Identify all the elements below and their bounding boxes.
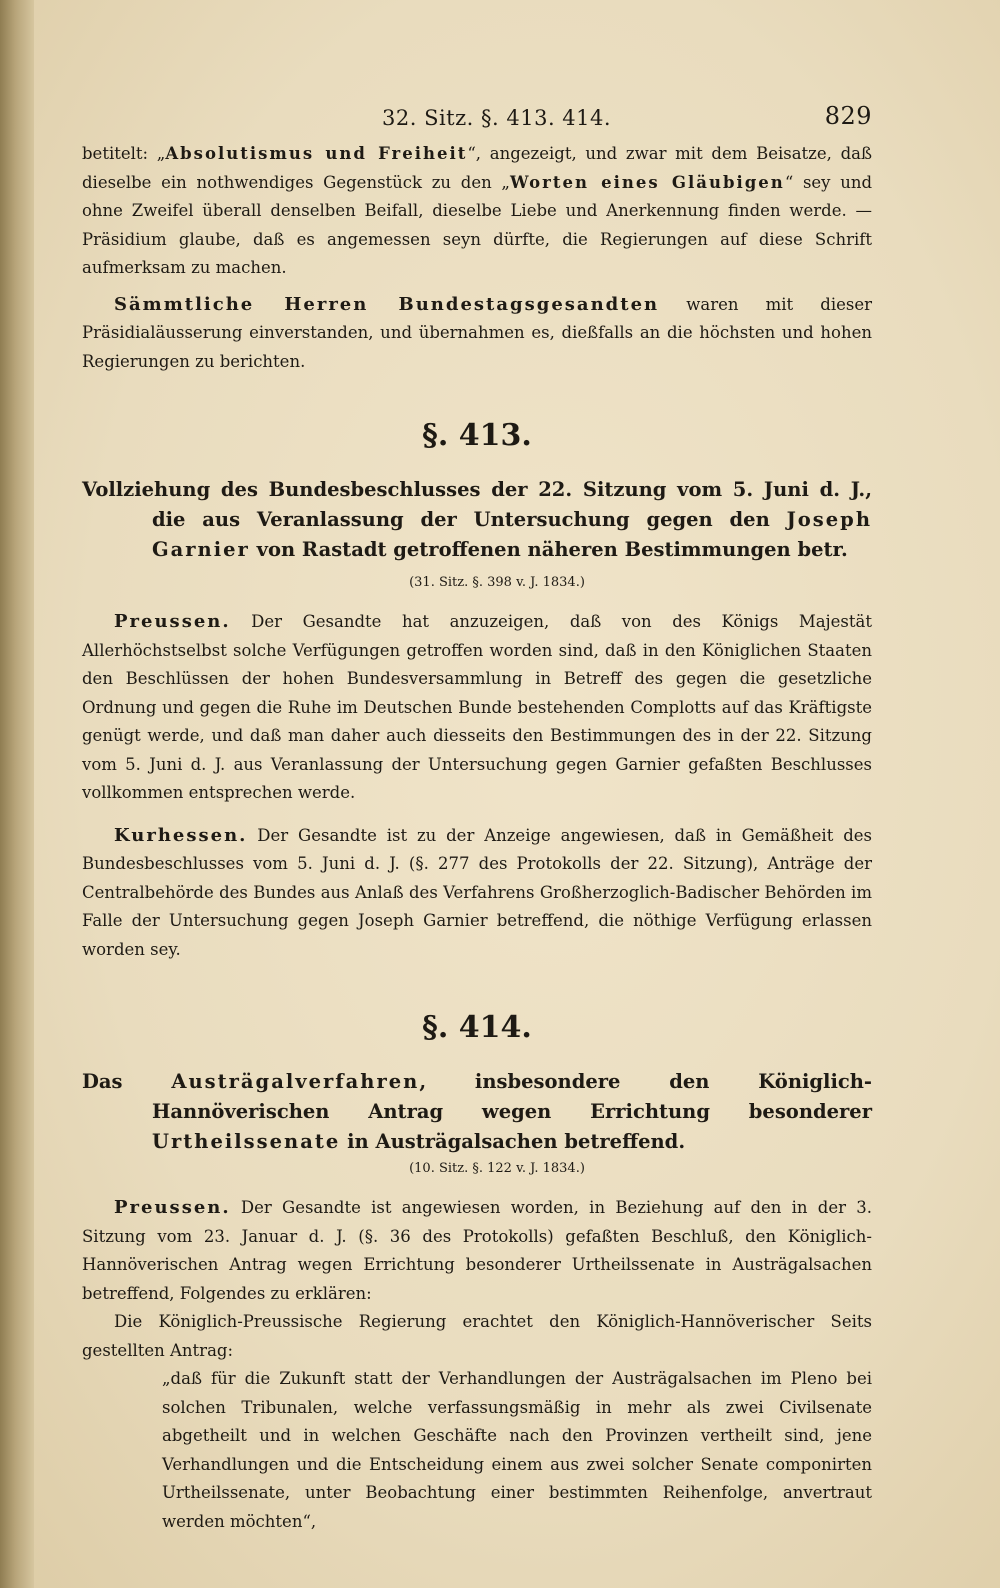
section-413-title [82,475,872,565]
section-413-reference: (31. Sitz. §. 398 v. J. 1834.) [409,575,585,590]
book-title-1: Absolutismus und Freiheit [165,144,468,163]
running-title: 32. Sitz. §. 413. 414. [382,106,612,130]
s413-preussen-text: Der Gesandte hat anzuzeigen, daß von des Königs Majestät Allerhöchstselbst solche Verfügungen getroffen worden sind, daß in den Königlichen Staaten den Beschlüssen der hohen Bundesversammlung in Betreff des gegen die gesetzliche Ordnung und gegen die Ruhe im Deutschen Bunde bestehenden Complotts auf das Kräftigste genügt werde, und daß man daher auch diesseits den Bestimmungen des in der 22. Sitzung vom 5. Juni d. J. aus Veranlassung der Untersuchung gegen Garnier gefaßten Beschlusses vollkommen entsprechen werde. [82,612,872,802]
s414-title-spaced-1: Austrägalverfahren [171,1070,420,1093]
intro-text-2c: “ sey und [784,172,873,192]
intro-text-1c: “, angezeigt, und zwar mit dem Beisatze, daß [467,144,872,163]
intro-paragraph-2 [82,291,872,377]
s413-kurhessen-lead: Kurhessen. [114,824,248,846]
s414-title-spaced-2: Urtheilssenate [152,1130,341,1153]
section-414-reference: (10. Sitz. §. 122 v. J. 1834.) [409,1161,585,1176]
s413-title-name: Joseph Garnier [152,508,872,561]
intro-text-1a: betitelt: „ [82,144,166,163]
s414-preussen-text: Der Gesandte ist angewiesen worden, in Beziehung auf den in der 3. Sitzung vom 23. Januar d. J. (§. 36 des Protokolls) gefaßten Beschluß, den Königlich-Hannöverischen Antrag wegen Errichtung besonderer Urtheilssenate in Austrägalsachen betreffend, Folgendes zu erklären: [82,1198,872,1303]
page-content [82,100,872,1536]
s413-title-1: Vollziehung des Bundesbeschlusses der 22. Sitzung vom 5. Juni d. J., die aus Veranlassung der Untersuchung gegen den [82,478,872,531]
section-413-heading: §. 413. [422,418,532,453]
s414-preussen-paragraph [82,1194,872,1308]
book-spine-shadow [0,0,34,1588]
page-header [82,100,872,140]
s414-regierung-paragraph: Die Königlich-Preussische Regierung erachtet den Königlich-Hannöverischer Seits gestellten Antrag: [82,1312,872,1360]
s414-title-3: in Austrägalsachen betreffend. [340,1130,686,1153]
s413-kurhessen-text: Der Gesandte ist zu der Anzeige angewiesen, daß in Gemäßheit des Bundesbeschlusses vom 5. Juni d. J. (§. 277 des Protokolls der 22. Sitzung), Anträge der Centralbehörde des Bundes aus Anlaß des Verfahrens Großherzoglich-Badischer Behörden im Falle der Untersuchung gegen Joseph Garnier betreffend, die nöthige Verfügung erlassen worden sey. [82,825,872,959]
section-414-heading: §. 414. [422,1010,532,1045]
s414-preussen-lead: Preussen. [114,1197,231,1218]
s414-quoted-antrag: „daß für die Zukunft statt der Verhandlungen der Austrägalsachen im Pleno bei solchen Tribunalen, welche verfassungsmäßig in mehr als zwei Civilsenate abgetheilt und in welchen Geschäfte nach den Provinzen vertheilt sind, jene Verhandlungen und die Entscheidung einem aus zwei solcher Senate componirten Urtheilssenate, unter Beobachtung einer bestimmten Reihenfolge, anvertraut werden möchten“, [162,1369,872,1531]
page-number: 829 [824,102,872,130]
s414-title-1: Das [82,1070,172,1093]
section-414-title [82,1067,872,1157]
s413-preussen-paragraph [82,608,872,808]
s413-kurhessen-paragraph [82,822,872,965]
s413-preussen-lead: Preussen. [114,611,231,632]
s413-title-2: von Rastadt getroffenen näheren Bestimmungen betr. [249,538,848,561]
intro-text-2a: dieselbe ein nothwendiges Gegenstück zu den „ [82,172,510,192]
intro-text-rest: ohne Zweifel überall denselben Beifall, dieselbe Liebe und Anerkennung finden werde. — Präsidium glaube, daß es angemessen seyn dürfte, die Regierungen auf diese Schrift aufmerksam zu machen. [82,201,872,277]
book-title-2: Worten eines Gläubigen [509,172,785,192]
intro2-lead: Sämmtliche Herren Bundestagsgesandten [114,293,660,315]
intro2-text: waren mit dieser Präsidialäusserung einverstanden, und übernahmen es, dießfalls an die höchsten und hohen Regierungen zu berichten. [82,294,872,371]
s414-title-2: , insbesondere den Königlich-Hannöverischen Antrag wegen Errichtung besonderer [152,1070,872,1123]
intro-paragraph [82,140,872,283]
